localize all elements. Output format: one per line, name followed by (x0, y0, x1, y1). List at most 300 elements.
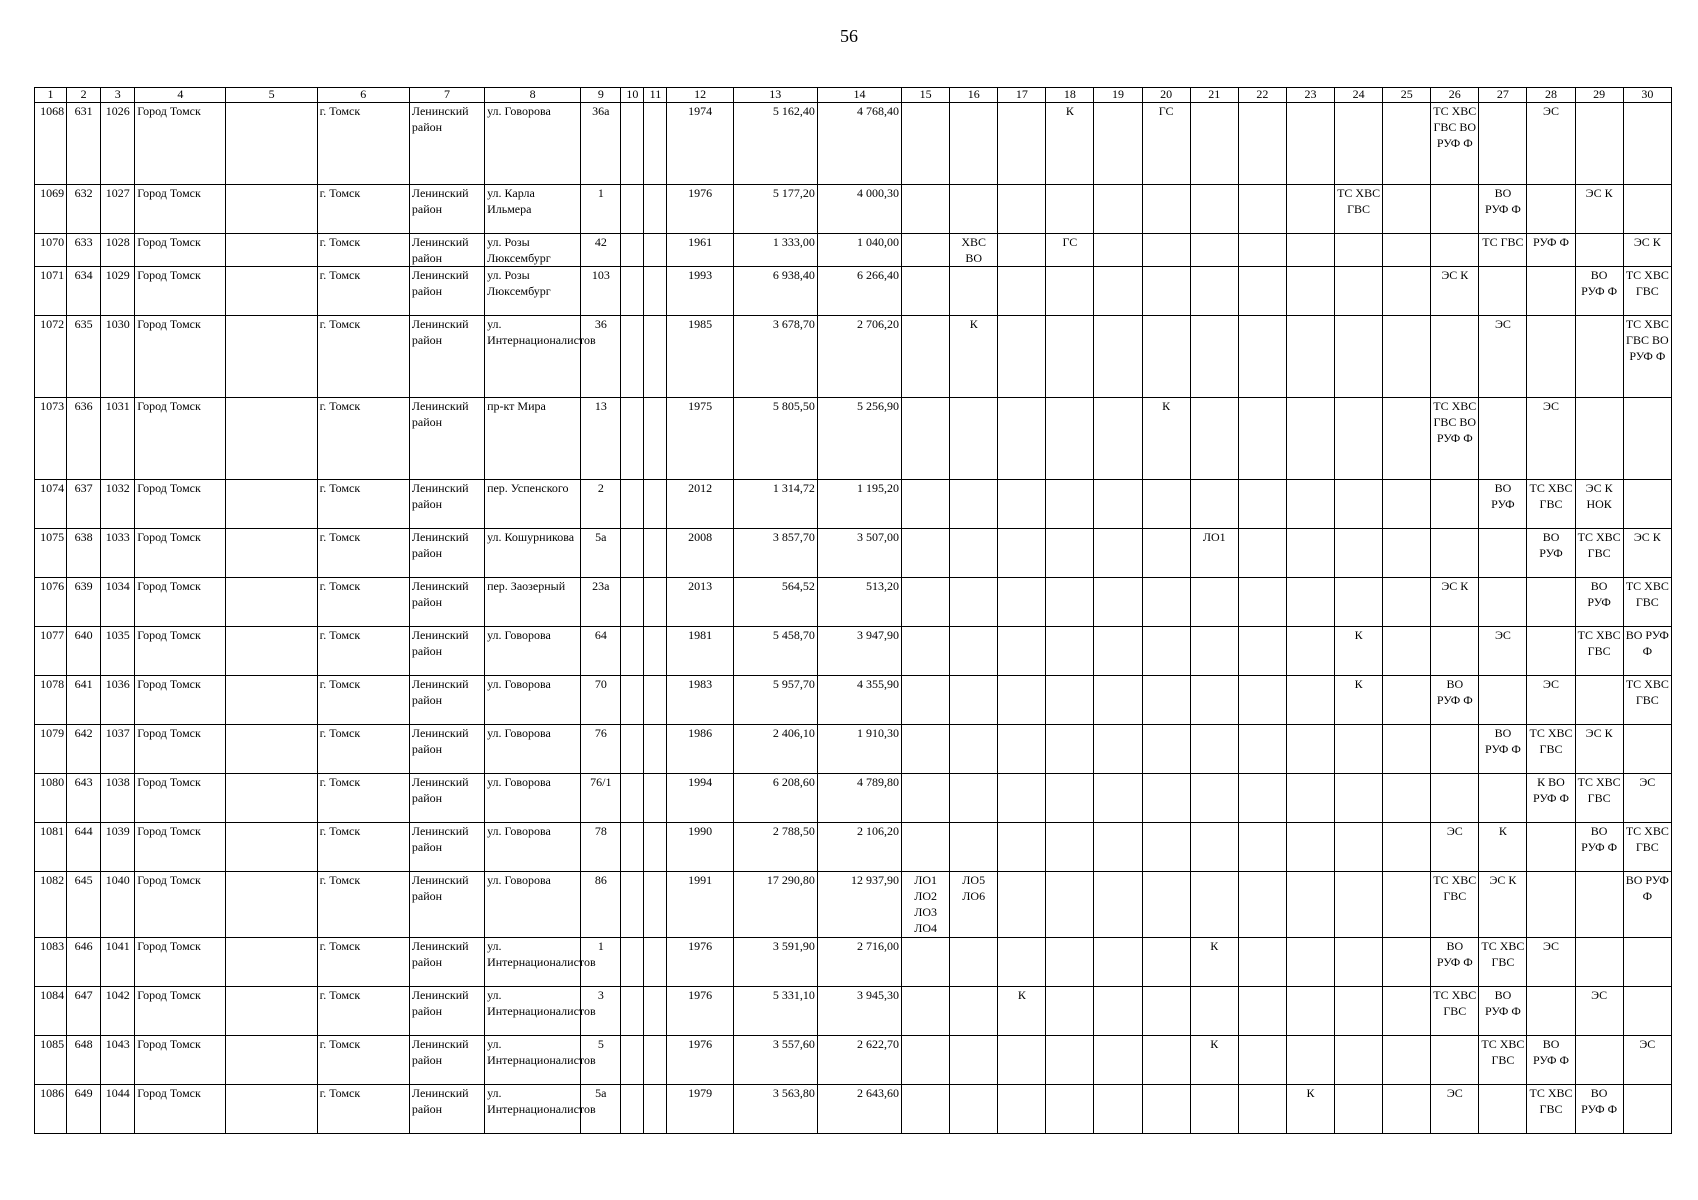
table-cell (998, 398, 1046, 480)
table-cell (950, 676, 998, 725)
table-cell: 5 162,40 (733, 103, 817, 185)
table-cell (998, 234, 1046, 267)
table-cell (644, 234, 667, 267)
table-cell (1335, 938, 1383, 987)
table-cell: ТС ХВС ГВС (1335, 185, 1383, 234)
table-cell (1383, 774, 1431, 823)
table-cell (226, 529, 317, 578)
table-cell (644, 529, 667, 578)
table-cell (998, 938, 1046, 987)
column-number-header: 18 (1046, 88, 1094, 103)
table-cell (226, 987, 317, 1036)
table-cell: 1 333,00 (733, 234, 817, 267)
table-cell (1238, 676, 1286, 725)
table-cell (1623, 725, 1671, 774)
column-number-header: 21 (1190, 88, 1238, 103)
column-number-row (35, 88, 1672, 103)
table-cell: 564,52 (733, 578, 817, 627)
table-cell: 1043 (101, 1036, 135, 1085)
table-cell: Ленинский район (409, 316, 484, 398)
table-cell: 3 947,90 (817, 627, 901, 676)
column-number-header: 7 (409, 88, 484, 103)
table-cell (1623, 398, 1671, 480)
table-cell (1286, 938, 1334, 987)
table-cell: 76/1 (581, 774, 621, 823)
table-cell: Ленинский район (409, 774, 484, 823)
table-cell (1286, 774, 1334, 823)
column-number-header: 17 (998, 88, 1046, 103)
table-cell (621, 823, 644, 872)
table-cell (621, 872, 644, 938)
table-cell (1094, 1036, 1142, 1085)
table-cell: 646 (67, 938, 101, 987)
table-cell (902, 398, 950, 480)
table-cell (1094, 103, 1142, 185)
table-cell: ул. Интернационалистов (485, 1036, 581, 1085)
table-cell (621, 774, 644, 823)
table-cell (902, 267, 950, 316)
table-cell: ТС ХВС ГВС (1527, 725, 1575, 774)
table-cell (644, 627, 667, 676)
table-cell: 3 857,70 (733, 529, 817, 578)
table-cell: ул. Интернационалистов (485, 938, 581, 987)
column-number-header: 14 (817, 88, 901, 103)
table-cell (1190, 185, 1238, 234)
table-cell (998, 185, 1046, 234)
table-cell (1575, 234, 1623, 267)
table-cell: Ленинский район (409, 103, 484, 185)
table-cell: Ленинский район (409, 823, 484, 872)
table-cell: 5а (581, 529, 621, 578)
table-cell (1335, 267, 1383, 316)
table-cell: Ленинский район (409, 529, 484, 578)
table-cell (1238, 1085, 1286, 1134)
table-cell (998, 676, 1046, 725)
table-cell: 5 957,70 (733, 676, 817, 725)
table-cell (1238, 103, 1286, 185)
table-cell: 1068 (35, 103, 67, 185)
table-cell: ТС ХВС ГВС (1623, 676, 1671, 725)
table-cell: г. Томск (317, 578, 409, 627)
table-cell: 3 563,80 (733, 1085, 817, 1134)
table-cell: 5а (581, 1085, 621, 1134)
table-cell: 2008 (667, 529, 733, 578)
table-cell: 1076 (35, 578, 67, 627)
table-cell (644, 823, 667, 872)
table-cell (1238, 267, 1286, 316)
table-cell: 36а (581, 103, 621, 185)
table-cell: 3 591,90 (733, 938, 817, 987)
table-cell (1190, 578, 1238, 627)
table-cell (950, 185, 998, 234)
table-row (35, 480, 1672, 529)
table-cell (1575, 316, 1623, 398)
table-cell: Город Томск (135, 185, 226, 234)
table-cell: Город Томск (135, 938, 226, 987)
table-cell: 1070 (35, 234, 67, 267)
table-cell (1046, 267, 1094, 316)
table-cell: Ленинский район (409, 398, 484, 480)
table-cell: Город Томск (135, 398, 226, 480)
table-cell (1094, 987, 1142, 1036)
table-cell (1286, 529, 1334, 578)
table-cell: ул. Кошурникова (485, 529, 581, 578)
table-cell (1094, 872, 1142, 938)
table-cell: 1084 (35, 987, 67, 1036)
table-cell (1190, 627, 1238, 676)
table-cell (1335, 234, 1383, 267)
table-cell (644, 103, 667, 185)
table-cell (1335, 987, 1383, 1036)
table-cell (1046, 823, 1094, 872)
table-cell: ВО РУФ Ф (1623, 872, 1671, 938)
table-cell (1142, 872, 1190, 938)
table-cell (644, 1085, 667, 1134)
table-cell (1190, 987, 1238, 1036)
table-cell: 1033 (101, 529, 135, 578)
column-number-header: 8 (485, 88, 581, 103)
table-cell: 6 208,60 (733, 774, 817, 823)
table-cell: 1030 (101, 316, 135, 398)
table-cell (1238, 938, 1286, 987)
table-cell: ЭС К НОК (1575, 480, 1623, 529)
table-cell (1190, 234, 1238, 267)
table-cell: 70 (581, 676, 621, 725)
table-cell (902, 938, 950, 987)
table-cell: 1 040,00 (817, 234, 901, 267)
table-cell (1623, 938, 1671, 987)
table-cell (902, 529, 950, 578)
table-cell: ЭС (1575, 987, 1623, 1036)
table-cell (1383, 725, 1431, 774)
table-cell (226, 103, 317, 185)
table-cell: Ленинский район (409, 234, 484, 267)
table-row (35, 398, 1672, 480)
table-cell: 1036 (101, 676, 135, 725)
table-cell: ЭС К (1575, 185, 1623, 234)
table-cell (644, 185, 667, 234)
table-cell (1190, 103, 1238, 185)
table-cell (1046, 938, 1094, 987)
table-cell (1479, 676, 1527, 725)
table-cell (226, 398, 317, 480)
table-cell (226, 578, 317, 627)
table-cell (226, 725, 317, 774)
table-cell: ул. Говорова (485, 823, 581, 872)
table-cell (226, 480, 317, 529)
table-cell (950, 938, 998, 987)
table-cell (998, 267, 1046, 316)
table-cell (1094, 185, 1142, 234)
table-cell (1094, 627, 1142, 676)
table-cell: 1976 (667, 185, 733, 234)
table-cell: ТС ХВС ГВС ВО РУФ Ф (1431, 103, 1479, 185)
table-cell: К (1142, 398, 1190, 480)
table-cell: Ленинский район (409, 725, 484, 774)
table-cell: г. Томск (317, 627, 409, 676)
column-number-header: 6 (317, 88, 409, 103)
table-cell (1238, 987, 1286, 1036)
table-cell (950, 627, 998, 676)
table-cell (1383, 823, 1431, 872)
table-cell (1190, 676, 1238, 725)
table-cell: ТС ХВС ГВС (1575, 627, 1623, 676)
table-cell (1383, 234, 1431, 267)
table-cell: 1072 (35, 316, 67, 398)
table-cell (950, 774, 998, 823)
table-cell: Ленинский район (409, 627, 484, 676)
table-cell: ул. Говорова (485, 676, 581, 725)
table-cell: Город Томск (135, 267, 226, 316)
table-cell: ЭС (1431, 1085, 1479, 1134)
table-cell: г. Томск (317, 398, 409, 480)
table-cell (1190, 480, 1238, 529)
column-number-header: 2 (67, 88, 101, 103)
table-cell (1383, 185, 1431, 234)
table-cell (1238, 823, 1286, 872)
table-cell (1238, 627, 1286, 676)
table-cell: 1026 (101, 103, 135, 185)
table-cell: 2012 (667, 480, 733, 529)
table-cell: 1079 (35, 725, 67, 774)
table-cell (902, 1036, 950, 1085)
table-cell: 1975 (667, 398, 733, 480)
table-cell: г. Томск (317, 823, 409, 872)
table-body (35, 103, 1672, 1134)
table-cell: К (1190, 938, 1238, 987)
table-cell (621, 987, 644, 1036)
table-cell: ул. Карла Ильмера (485, 185, 581, 234)
table-cell: Ленинский район (409, 1085, 484, 1134)
table-cell: 5 805,50 (733, 398, 817, 480)
table-cell: 1029 (101, 267, 135, 316)
table-cell: ЭС (1527, 938, 1575, 987)
table-cell (1238, 529, 1286, 578)
column-number-header: 24 (1335, 88, 1383, 103)
table-cell (1190, 316, 1238, 398)
table-cell (1238, 1036, 1286, 1085)
table-cell: пр-кт Мира (485, 398, 581, 480)
table-cell: 1069 (35, 185, 67, 234)
table-cell: ул. Интернационалистов (485, 1085, 581, 1134)
table-cell: г. Томск (317, 234, 409, 267)
table-cell: 1044 (101, 1085, 135, 1134)
table-cell: 2 (581, 480, 621, 529)
table-cell (1431, 185, 1479, 234)
table-cell (902, 823, 950, 872)
table-cell (1286, 725, 1334, 774)
table-cell (644, 267, 667, 316)
table-cell (1286, 627, 1334, 676)
table-cell: ул. Говорова (485, 872, 581, 938)
table-cell (644, 676, 667, 725)
table-cell (1335, 103, 1383, 185)
table-cell (1094, 267, 1142, 316)
table-cell (1094, 823, 1142, 872)
table-cell: ЭС (1623, 774, 1671, 823)
table-cell: ЭС (1431, 823, 1479, 872)
table-cell (1190, 774, 1238, 823)
table-cell (621, 578, 644, 627)
table-cell: Ленинский район (409, 578, 484, 627)
table-cell: Город Томск (135, 987, 226, 1036)
table-cell (1623, 480, 1671, 529)
table-cell (1094, 725, 1142, 774)
table-cell: г. Томск (317, 1036, 409, 1085)
table-cell (1575, 398, 1623, 480)
table-row (35, 774, 1672, 823)
table-cell: Ленинский район (409, 938, 484, 987)
table-cell: 1032 (101, 480, 135, 529)
table-cell: ТС ХВС ГВС (1575, 529, 1623, 578)
table-cell: 1027 (101, 185, 135, 234)
table-cell: ТС ХВС ГВС (1575, 774, 1623, 823)
table-cell (1286, 872, 1334, 938)
table-cell: 639 (67, 578, 101, 627)
table-row (35, 234, 1672, 267)
table-cell: ул. Розы Люксембург (485, 234, 581, 267)
table-cell (950, 529, 998, 578)
table-cell: Ленинский район (409, 872, 484, 938)
table-cell: Город Томск (135, 578, 226, 627)
table-cell (1046, 872, 1094, 938)
table-cell (621, 725, 644, 774)
table-cell (621, 398, 644, 480)
table-cell (1383, 529, 1431, 578)
table-cell: 1073 (35, 398, 67, 480)
table-cell: ВО РУФ (1575, 578, 1623, 627)
table-cell: пер. Заозерный (485, 578, 581, 627)
table-cell (1527, 987, 1575, 1036)
table-cell: ВО РУФ Ф (1527, 1036, 1575, 1085)
table-row (35, 267, 1672, 316)
table-cell: Город Томск (135, 1085, 226, 1134)
table-cell: 1994 (667, 774, 733, 823)
table-cell (1383, 316, 1431, 398)
table-cell (621, 529, 644, 578)
table-cell (1527, 316, 1575, 398)
column-number-header: 3 (101, 88, 135, 103)
table-cell (902, 774, 950, 823)
table-cell: 1983 (667, 676, 733, 725)
table-row (35, 1085, 1672, 1134)
table-cell (1575, 1036, 1623, 1085)
table-cell: 2 622,70 (817, 1036, 901, 1085)
table-cell: 1986 (667, 725, 733, 774)
table-cell: 2013 (667, 578, 733, 627)
column-number-header: 23 (1286, 88, 1334, 103)
table-cell (621, 267, 644, 316)
table-cell (1527, 627, 1575, 676)
table-cell (998, 725, 1046, 774)
table-cell (1623, 1085, 1671, 1134)
table-cell: ХВС ВО (950, 234, 998, 267)
table-cell (621, 234, 644, 267)
table-cell (902, 234, 950, 267)
table-cell: г. Томск (317, 676, 409, 725)
table-cell (1575, 938, 1623, 987)
table-cell (1527, 185, 1575, 234)
column-number-header: 11 (644, 88, 667, 103)
table-cell (226, 676, 317, 725)
table-cell (1046, 529, 1094, 578)
table-cell (1383, 480, 1431, 529)
table-cell: 1993 (667, 267, 733, 316)
table-cell (1238, 725, 1286, 774)
table-cell (1335, 398, 1383, 480)
table-cell: Ленинский район (409, 480, 484, 529)
table-cell (1383, 1085, 1431, 1134)
table-cell: г. Томск (317, 938, 409, 987)
table-cell (226, 234, 317, 267)
table-cell: 86 (581, 872, 621, 938)
table-cell: г. Томск (317, 316, 409, 398)
table-cell (644, 774, 667, 823)
table-cell: 103 (581, 267, 621, 316)
table-cell: 13 (581, 398, 621, 480)
table-cell (1094, 578, 1142, 627)
table-cell (1190, 823, 1238, 872)
table-cell: ВО РУФ (1479, 480, 1527, 529)
column-number-header: 4 (135, 88, 226, 103)
table-cell (950, 103, 998, 185)
table-cell: 638 (67, 529, 101, 578)
table-cell (1142, 1036, 1190, 1085)
table-cell (1190, 872, 1238, 938)
table-cell: 1039 (101, 823, 135, 872)
table-cell (1383, 872, 1431, 938)
table-cell (1142, 185, 1190, 234)
table-cell: ТС ГВС (1479, 234, 1527, 267)
table-cell: ЭС (1527, 676, 1575, 725)
table-cell (226, 267, 317, 316)
table-cell: 644 (67, 823, 101, 872)
table-cell: 3 678,70 (733, 316, 817, 398)
table-cell: 635 (67, 316, 101, 398)
table-cell: ЭС К (1431, 578, 1479, 627)
table-cell (1527, 267, 1575, 316)
table-cell: ГС (1142, 103, 1190, 185)
table-cell: 1976 (667, 1036, 733, 1085)
table-cell: К (1286, 1085, 1334, 1134)
table-cell (644, 987, 667, 1036)
table-cell: Ленинский район (409, 1036, 484, 1085)
table-row (35, 578, 1672, 627)
column-number-header: 28 (1527, 88, 1575, 103)
table-cell: ЭС (1527, 398, 1575, 480)
column-number-header: 19 (1094, 88, 1142, 103)
table-cell (1046, 480, 1094, 529)
table-cell: 4 789,80 (817, 774, 901, 823)
table-cell: 1034 (101, 578, 135, 627)
table-cell (1383, 103, 1431, 185)
table-cell (1046, 398, 1094, 480)
table-cell: ВО РУФ Ф (1431, 676, 1479, 725)
table-cell: К (950, 316, 998, 398)
table-cell: Город Томск (135, 823, 226, 872)
table-cell (1431, 1036, 1479, 1085)
table-cell: 1085 (35, 1036, 67, 1085)
table-cell: 6 266,40 (817, 267, 901, 316)
table-cell: ТС ХВС ГВС (1431, 872, 1479, 938)
table-cell: 1078 (35, 676, 67, 725)
table-cell: К (1190, 1036, 1238, 1085)
table-cell (1190, 1085, 1238, 1134)
table-cell (1094, 774, 1142, 823)
table-cell: ул. Говорова (485, 725, 581, 774)
table-cell (1046, 316, 1094, 398)
table-cell (1335, 823, 1383, 872)
